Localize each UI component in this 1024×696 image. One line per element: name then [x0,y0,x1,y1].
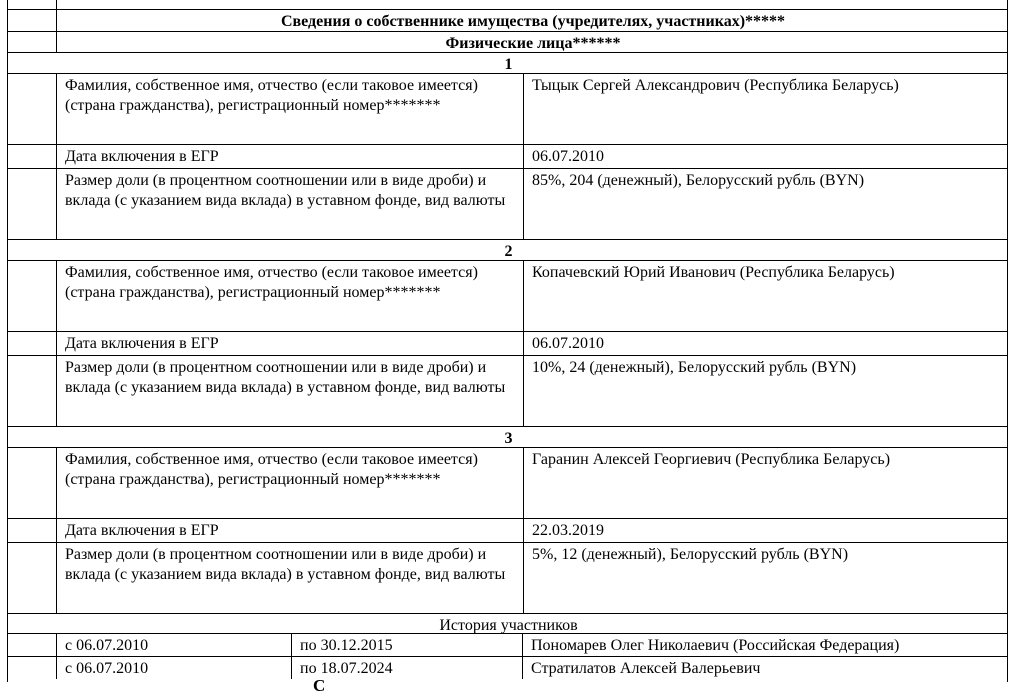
history-to-date: по 18.07.2024 [292,657,523,679]
history-from-date: с 06.07.2010 [57,657,292,679]
empty-cell [8,0,57,9]
section-number-block [7,53,1008,74]
egr-date-value: 06.07.2010 [532,335,604,352]
share-label: Размер доли (в процентном соотношении или в виде дроби) и вклада (с указанием вида вклада) в уставном фонде, вид валюты [57,169,524,239]
table-row-history [8,657,1007,679]
egr-date-label: Дата включения в ЕГР [57,145,524,168]
header-block [7,0,1008,53]
empty-cell [8,10,57,31]
history-to-date: по 30.12.2015 [292,634,523,656]
share-value: 85%, 204 (денежный), Белорусский рубль (BYN) [532,172,865,189]
empty-cell [8,657,57,679]
section-number: 2 [504,243,513,260]
egr-date-label: Дата включения в ЕГР [57,332,524,355]
table-row-number [8,240,1007,260]
empty-cell [8,74,57,144]
table-row-share [8,169,1007,239]
owner-block-2 [7,261,1008,427]
table-row-owner-name [8,261,1007,332]
share-value: 10%, 24 (денежный), Белорусский рубль (BYN) [532,359,857,376]
table-row-history-title [8,614,1007,633]
section-number: 1 [504,56,513,73]
table-row-history [8,634,1007,656]
section-number: 3 [504,430,513,447]
table-row-egr-date [8,332,1007,356]
owners-table [7,0,1008,695]
owner-name-value: Копачевский Юрий Иванович (Республика Беларусь) [532,264,895,281]
table-row-share [8,543,1007,613]
egr-date-value: 22.03.2019 [532,522,604,539]
empty-cell [8,543,57,613]
section-number-block [7,240,1008,261]
table-row-egr-date [8,519,1007,543]
history-person: Пономарев Олег Николаевич (Российская Федерация) [531,637,900,654]
egr-date-value: 06.07.2010 [532,148,604,165]
table-row-partial-top [8,0,1007,10]
history-from-date: с 06.07.2010 [57,634,292,656]
owner-block-1 [7,74,1008,240]
history-row-block [7,634,1008,657]
table-row-egr-date [8,145,1007,169]
share-label: Размер доли (в процентном соотношении или в виде дроби) и вклада (с указанием вида вклада) в уставном фонде, вид валюты [57,356,524,426]
table-row-share [8,356,1007,426]
owner-block-3 [7,448,1008,614]
table-row-number [8,53,1007,73]
egr-date-label: Дата включения в ЕГР [57,519,524,542]
history-row-block [7,657,1008,680]
table-row-number [8,427,1007,447]
empty-cell [8,519,57,542]
empty-cell [8,169,57,239]
owner-name-value: Тыцык Сергей Александрович (Республика Беларусь) [532,77,899,94]
owner-name-value: Гаранин Алексей Георгиевич (Республика Беларусь) [532,451,891,468]
share-label: Размер доли (в процентном соотношении или в виде дроби) и вклада (с указанием вида вклада) в уставном фонде, вид валюты [57,543,524,613]
physical-persons-subheader: Физические лица****** [445,35,621,52]
history-title: История участников [439,617,578,634]
next-section-fragment: С [313,676,326,695]
table-row-owner-name [8,448,1007,519]
share-value: 5%, 12 (денежный), Белорусский рубль (BYN) [532,546,849,563]
owner-name-label: Фамилия, собственное имя, отчество (если таковое имеется) (страна гражданства), регистрационный номер******* [57,448,524,518]
owners-header: Сведения о собственнике имущества (учредителях, участниках)***** [280,13,786,30]
owner-name-label: Фамилия, собственное имя, отчество (если таковое имеется) (страна гражданства), регистрационный номер******* [57,74,524,144]
section-number-block [7,427,1008,448]
empty-cell [8,332,57,355]
history-person: Стратилатов Алексей Валерьевич [531,660,761,677]
empty-cell [8,32,57,52]
empty-cell [8,145,57,168]
table-row-owner-name [8,74,1007,145]
empty-cell [8,261,57,331]
empty-cell [8,448,57,518]
empty-cell [57,0,1007,9]
history-title-block [7,614,1008,634]
empty-cell [8,634,57,656]
empty-cell [8,356,57,426]
table-row-subheader [8,32,1007,52]
table-row-section-header [8,10,1007,32]
owner-name-label: Фамилия, собственное имя, отчество (если таковое имеется) (страна гражданства), регистрационный номер******* [57,261,524,331]
